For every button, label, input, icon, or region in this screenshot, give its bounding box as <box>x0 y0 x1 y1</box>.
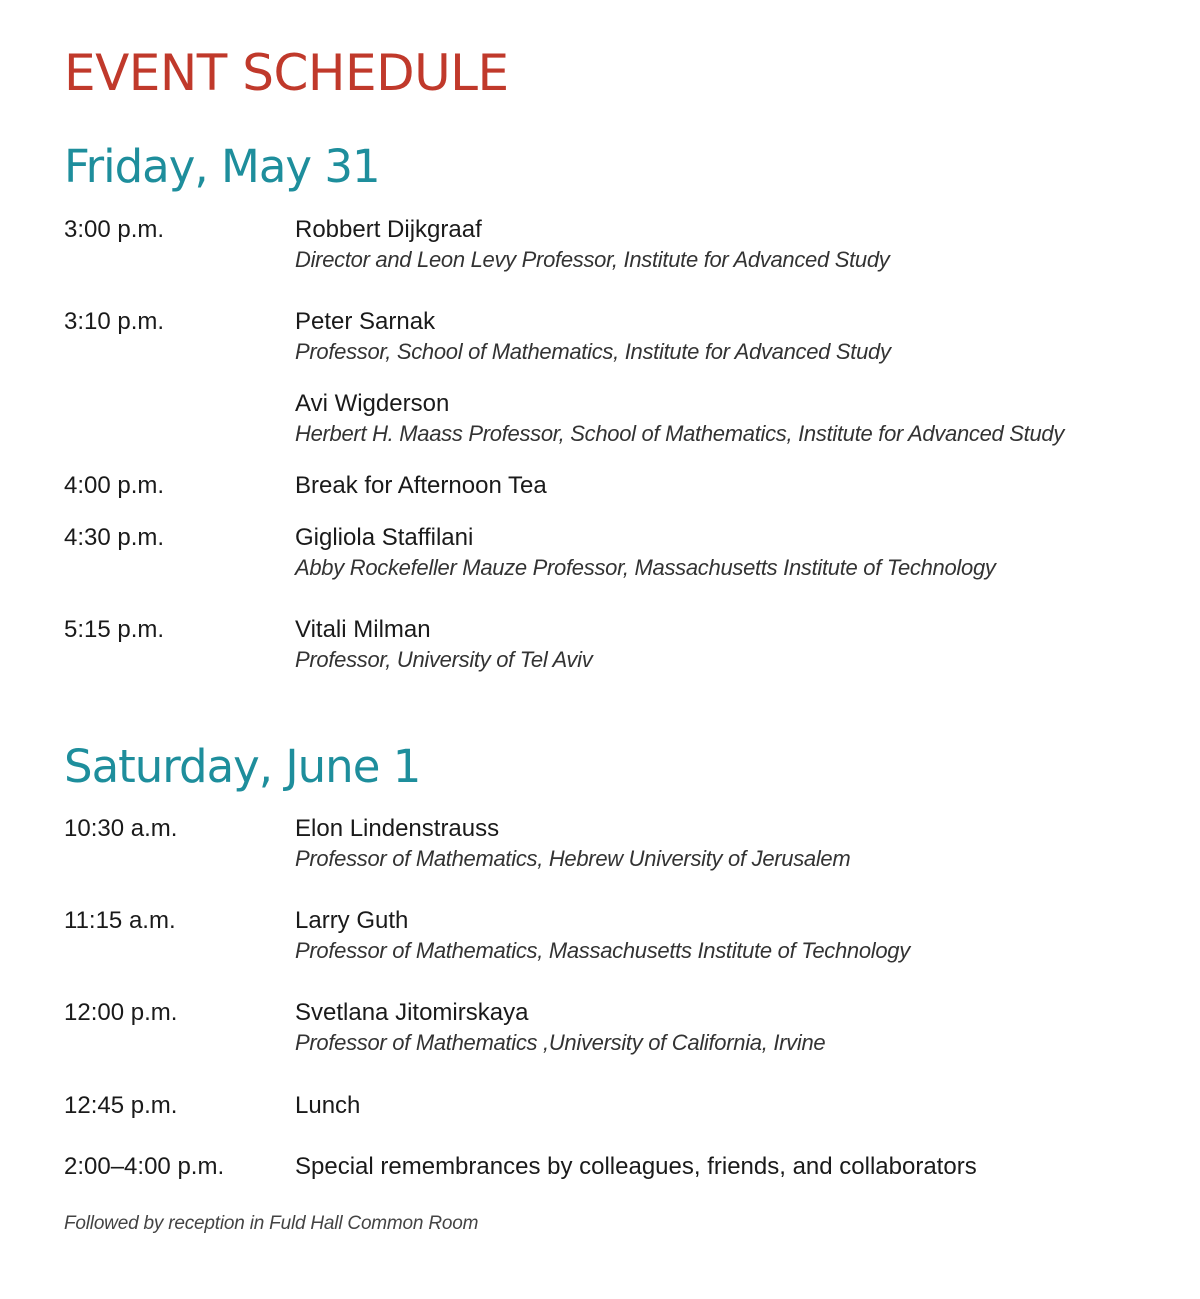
speaker-name: Vitali Milman <box>295 616 431 643</box>
footnote: Followed by reception in Fuld Hall Common Room <box>64 1213 479 1234</box>
schedule-time: 2:00–4:00 p.m. <box>64 1153 225 1180</box>
schedule-time: 12:45 p.m. <box>64 1092 178 1119</box>
schedule-entry <box>295 390 1175 447</box>
schedule-entry <box>295 907 1175 964</box>
schedule-time: 3:10 p.m. <box>64 308 165 335</box>
session-title: Break for Afternoon Tea <box>295 472 547 499</box>
schedule-time: 10:30 a.m. <box>64 815 178 842</box>
speaker-name: Avi Wigderson <box>295 390 450 417</box>
speaker-affiliation: Professor, University of Tel Aviv <box>295 647 593 672</box>
speaker-affiliation: Professor of Mathematics ,University of California, Irvine <box>295 1030 826 1055</box>
speaker-affiliation: Abby Rockefeller Mauze Professor, Massachusetts Institute of Technology <box>295 555 996 580</box>
day-heading-saturday: Saturday, June 1 <box>64 740 421 793</box>
schedule-time: 12:00 p.m. <box>64 999 178 1026</box>
schedule-entry <box>295 216 1175 273</box>
speaker-name: Larry Guth <box>295 907 409 934</box>
speaker-name: Elon Lindenstrauss <box>295 815 500 842</box>
day-heading-friday: Friday, May 31 <box>64 140 380 193</box>
speaker-name: Gigliola Staffilani <box>295 524 474 551</box>
schedule-entry <box>295 815 1175 872</box>
schedule-time: 5:15 p.m. <box>64 616 165 643</box>
schedule-entry <box>295 1092 1175 1120</box>
schedule-entry <box>295 1153 1175 1181</box>
speaker-affiliation: Director and Leon Levy Professor, Institute for Advanced Study <box>295 247 890 272</box>
speaker-affiliation: Professor, School of Mathematics, Institute for Advanced Study <box>295 339 891 364</box>
schedule-entry <box>295 308 1175 365</box>
schedule-time: 11:15 a.m. <box>64 907 176 934</box>
schedule-time: 3:00 p.m. <box>64 216 165 243</box>
schedule-entry <box>295 616 1175 673</box>
speaker-name: Svetlana Jitomirskaya <box>295 999 529 1026</box>
page-title: EVENT SCHEDULE <box>64 44 509 102</box>
schedule-time: 4:30 p.m. <box>64 524 165 551</box>
schedule-time: 4:00 p.m. <box>64 472 165 499</box>
speaker-name: Peter Sarnak <box>295 308 436 335</box>
schedule-entry <box>295 472 1175 500</box>
schedule-entry <box>295 999 1175 1056</box>
session-title: Special remembrances by colleagues, friends, and collaborators <box>295 1153 977 1180</box>
speaker-affiliation: Professor of Mathematics, Hebrew University of Jerusalem <box>295 846 851 871</box>
schedule-entry <box>295 524 1175 581</box>
speaker-affiliation: Professor of Mathematics, Massachusetts Institute of Technology <box>295 938 910 963</box>
speaker-name: Robbert Dijkgraaf <box>295 216 482 243</box>
speaker-affiliation: Herbert H. Maass Professor, School of Mathematics, Institute for Advanced Study <box>295 421 1065 446</box>
session-title: Lunch <box>295 1092 361 1119</box>
